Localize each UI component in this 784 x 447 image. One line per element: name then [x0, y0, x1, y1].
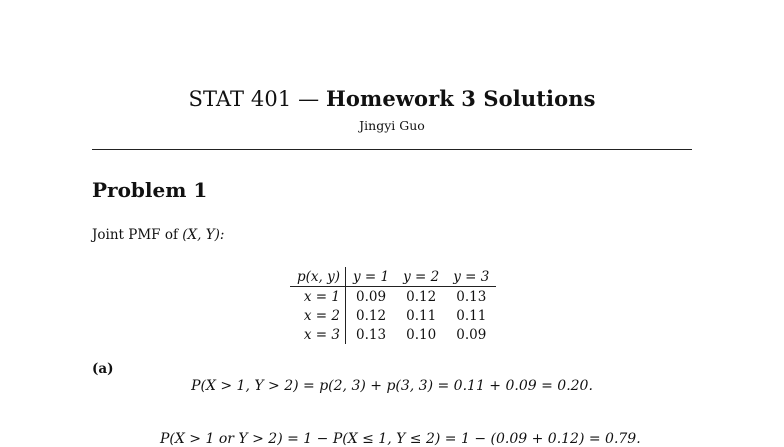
table-row-label: x = 2 [290, 306, 346, 325]
author-name: Jingyi Guo [359, 118, 425, 133]
table-row-label: x = 3 [290, 325, 346, 344]
course-code: STAT 401 — [188, 87, 320, 111]
problem-heading: Problem 1 [92, 178, 208, 202]
table-column-header: y = 2 [396, 267, 446, 287]
table-cell: 0.13 [456, 288, 487, 305]
table-cell: 0.09 [356, 288, 387, 305]
table-cell: 0.10 [406, 326, 437, 343]
table-corner-label: p(x, y) [290, 267, 346, 287]
table-column-header: y = 1 [346, 267, 397, 287]
table-cell: 0.12 [356, 307, 387, 324]
table-column-header: y = 3 [446, 267, 496, 287]
table-row-label: x = 1 [290, 287, 346, 307]
table-row [290, 325, 496, 344]
table-row [290, 306, 496, 325]
assignment-title: Homework 3 Solutions [325, 86, 596, 111]
table-header-row [290, 267, 496, 287]
part-a-label: (a) [92, 361, 114, 377]
table-cell: 0.11 [406, 307, 437, 324]
table-cell: 0.11 [456, 307, 487, 324]
table-row [290, 287, 496, 307]
intro-text: Joint PMF of [92, 227, 183, 243]
table-cell: 0.09 [456, 326, 487, 343]
part-b-equation: P(X > 1 or Y > 2) = 1 − P(X ≤ 1, Y ≤ 2) = 1 − (0.09 + 0.12) = 0.79. [160, 431, 641, 447]
table-cell: 0.12 [406, 288, 437, 305]
joint-pmf-table [290, 267, 496, 344]
table-cell: 0.13 [356, 326, 387, 343]
part-a-equation: P(X > 1, Y > 2) = p(2, 3) + p(3, 3) = 0.11 + 0.09 = 0.20. [191, 378, 593, 394]
problem-intro [92, 227, 224, 243]
document-title [0, 86, 784, 111]
intro-math: (X, Y): [182, 227, 225, 243]
header-divider [92, 149, 692, 150]
